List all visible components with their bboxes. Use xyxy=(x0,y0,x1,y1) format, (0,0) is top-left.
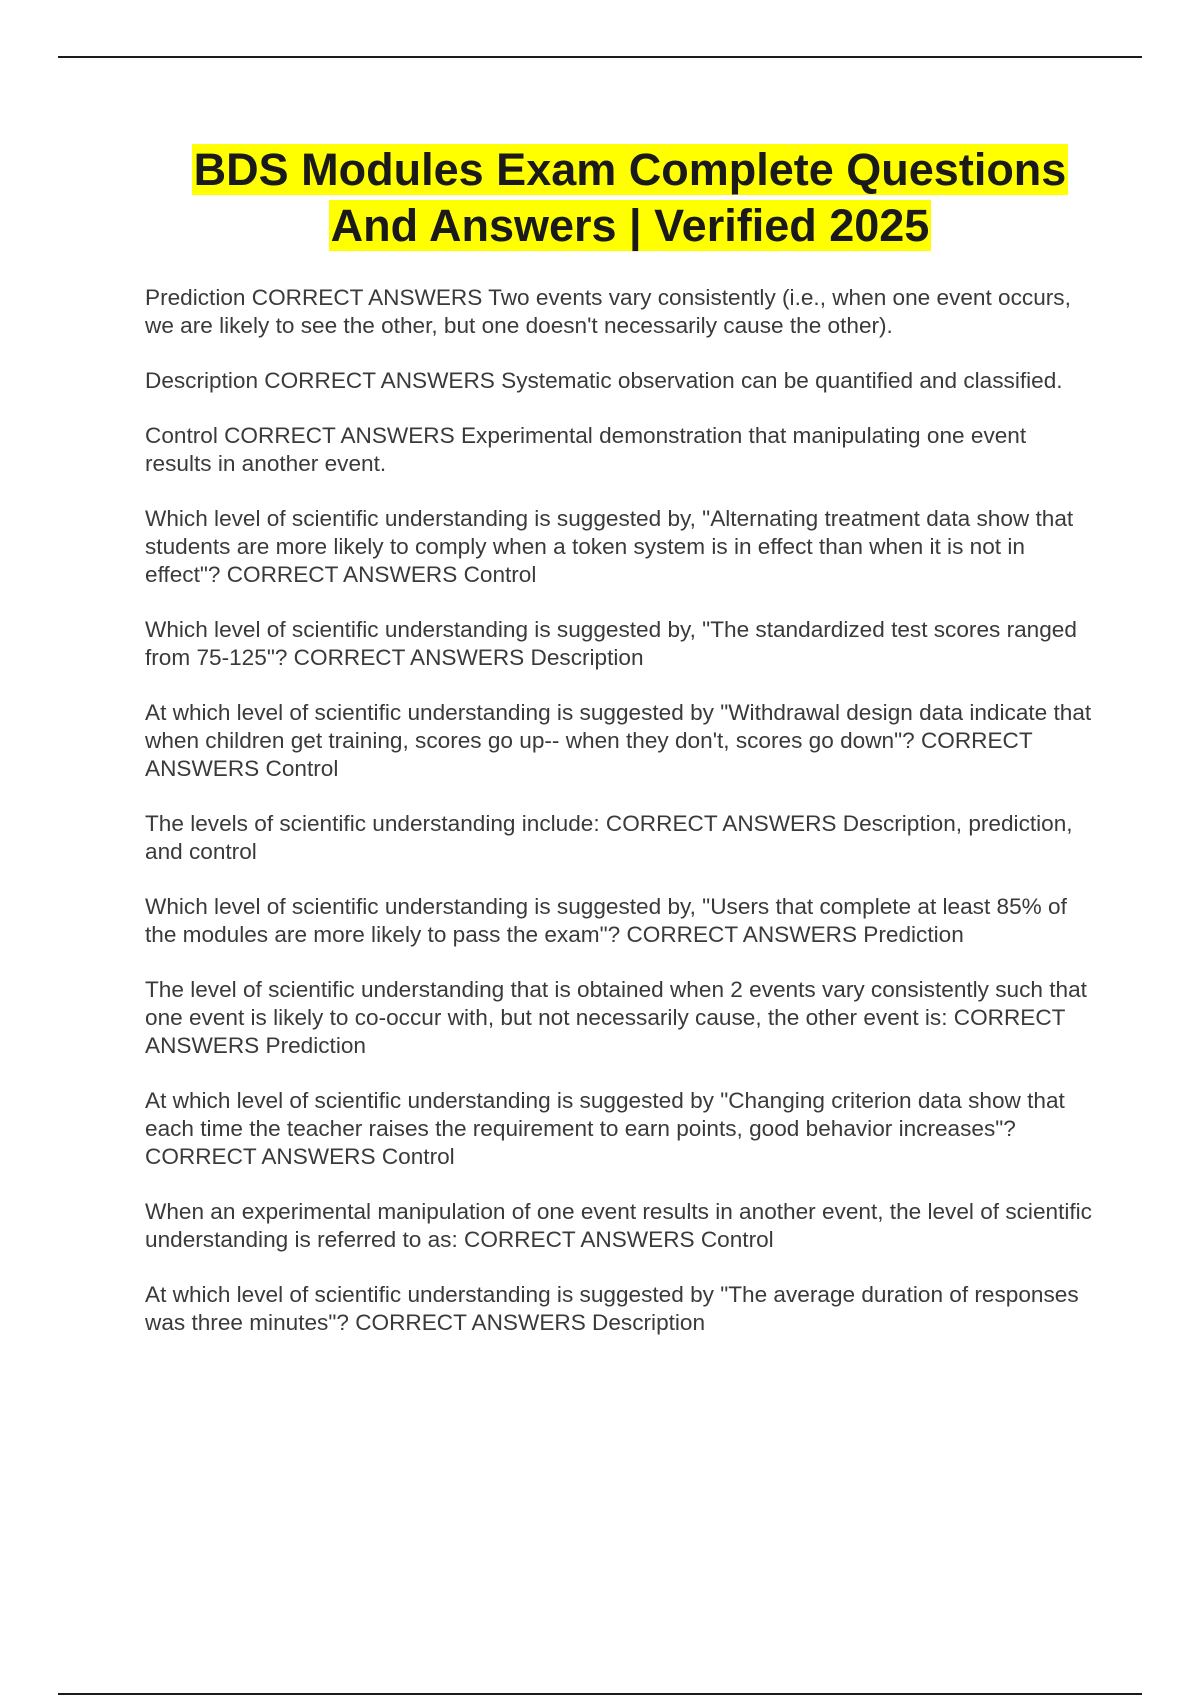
qa-item-9: The level of scientific understanding that is obtained when 2 events vary consistently such that one event is likely to co-occur with, but not necessarily cause, the other event is: CORRECT ANSWERS Prediction xyxy=(145,977,1087,1058)
qa-item-4: Which level of scientific understanding is suggested by, "Alternating treatment data show that students are more likely to comply when a token system is in effect than when it is not in effect"? CORRECT ANSWERS Control xyxy=(145,506,1074,587)
qa-item-1: Prediction CORRECT ANSWERS Two events vary consistently (i.e., when one event occurs, we are likely to see the other, but one doesn't necessarily cause the other). xyxy=(145,285,1071,338)
qa-item-5: Which level of scientific understanding is suggested by, "The standardized test scores ranged from 75-125"? CORRECT ANSWERS Description xyxy=(145,617,1077,670)
title-line-2: And Answers | Verified 2025 xyxy=(330,200,930,251)
footer-rule xyxy=(58,1693,1142,1695)
qa-item-11: When an experimental manipulation of one event results in another event, the level of scientific understanding is referred to as: CORRECT ANSWERS Control xyxy=(145,1199,1092,1252)
qa-item-12: At which level of scientific understanding is suggested by "The average duration of responses was three minutes"? CORRECT ANSWERS Description xyxy=(145,1282,1079,1335)
qa-item-2: Description CORRECT ANSWERS Systematic observation can be quantified and classified. xyxy=(145,368,1063,393)
qa-item-10: At which level of scientific understanding is suggested by "Changing criterion data show that each time the teacher raises the requirement to earn points, good behavior increases"? CORRECT ANSWERS Control xyxy=(145,1088,1065,1169)
header-rule xyxy=(58,56,1142,58)
qa-item-6: At which level of scientific understanding is suggested by "Withdrawal design data indicate that when children get training, scores go up-- when they don't, scores go down"? CORRECT ANSWERS Control xyxy=(145,700,1092,781)
qa-item-3: Control CORRECT ANSWERS Experimental demonstration that manipulating one event results in another event. xyxy=(145,423,1027,476)
document-title xyxy=(130,142,1130,254)
title-line-1: BDS Modules Exam Complete Questions xyxy=(193,144,1067,195)
qa-item-7: The levels of scientific understanding include: CORRECT ANSWERS Description, prediction, and control xyxy=(145,811,1073,864)
qa-item-8: Which level of scientific understanding is suggested by, "Users that complete at least 85% of the modules are more likely to pass the exam"? CORRECT ANSWERS Prediction xyxy=(145,894,1067,947)
qa-list xyxy=(145,284,1095,1364)
